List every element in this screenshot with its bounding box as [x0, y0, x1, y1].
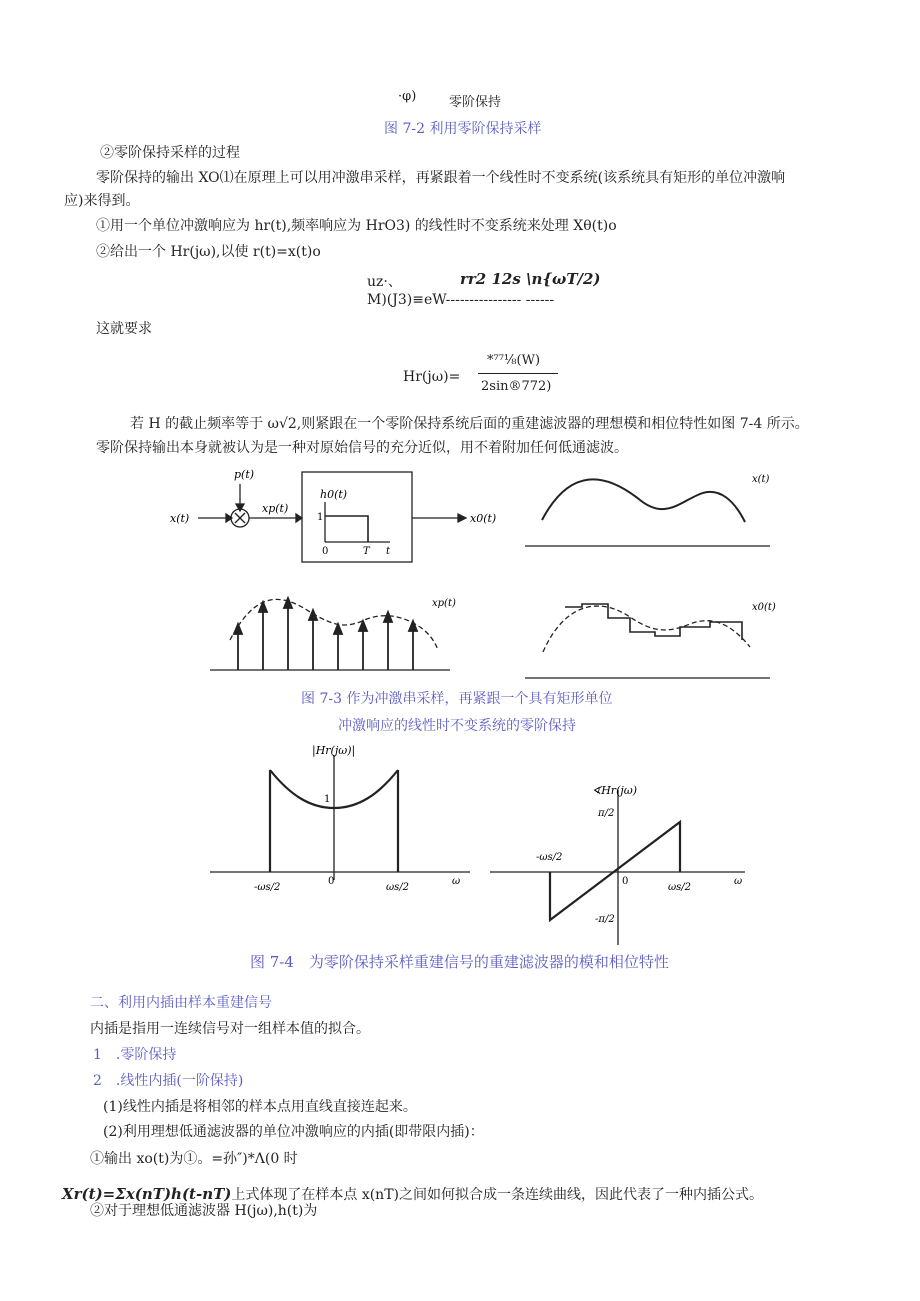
label-p: p(t)	[234, 468, 255, 481]
label-xp: xp(t)	[262, 502, 289, 515]
formula2-den: 2sin®772)	[481, 379, 552, 394]
mag-label: |Hr(jω)|	[312, 744, 356, 757]
mag-pos-ws2: ωs/2	[386, 882, 410, 893]
para2-line1: 若 H 的截止频率等于 ω√2,则紧跟在一个零阶保持系统后面的重建滤波器的理想模和相位特性如图 7-4 所示。	[130, 416, 809, 432]
phase-curve	[550, 822, 680, 920]
formula2-lhs: Hr(jω)=	[403, 369, 461, 385]
fig73-caption-line2: 冲激响应的线性时不变系统的零阶保持	[338, 718, 576, 734]
fig73-diagram	[160, 462, 780, 692]
mag-neg-ws2: -ωs/2	[254, 882, 281, 893]
item2-linear: 2 .线性内插(一阶保持)	[93, 1073, 244, 1089]
formula1-bottom: M)(J3)≡eW---------------- ------	[367, 292, 555, 308]
formula2-num: *⁷⁷⅛(W)	[487, 353, 541, 368]
zoh-staircase	[565, 604, 742, 640]
label-one: 1	[317, 512, 324, 523]
para2-line2: 零阶保持输出本身就被认为是一种对原始信号的充分近似，用不着附加任何低通滤波。	[96, 440, 628, 456]
requires-text: 这就要求	[96, 321, 152, 337]
label-x0-plot: x0(t)	[752, 602, 776, 613]
label-x: x(t)	[170, 512, 190, 525]
label-x0: x0(t)	[470, 512, 497, 525]
fig72-top-label: ·φ)	[398, 89, 417, 104]
phase-pi2: π/2	[598, 808, 615, 819]
fig74-caption: 图 7-4 为零阶保持采样重建信号的重建滤波器的模和相位特性	[250, 953, 669, 971]
step2: ②给出一个 Hr(jω),以使 r(t)=x(t)o	[96, 244, 321, 260]
fig73-caption-line1: 图 7-3 作为冲激串采样，再紧跟一个具有矩形单位	[301, 691, 613, 707]
label-zero: 0	[322, 546, 329, 557]
phase-omega: ω	[734, 876, 743, 887]
phase-zero: 0	[622, 876, 629, 887]
formula1-top: uz·、	[367, 274, 402, 290]
output-line: ①输出 xo(t)为①。=孙″)*Λ(0 时	[90, 1151, 298, 1167]
fig72-caption: 图 7-2 利用零阶保持采样	[384, 121, 542, 137]
fig72-top-text: 零阶保持	[449, 95, 502, 110]
impulse-train	[234, 598, 417, 670]
phase-label: ∢Hr(jω)	[592, 784, 638, 797]
label-h0: h0(t)	[320, 488, 348, 501]
h0-rectangle	[325, 516, 368, 542]
section2-heading: 二、利用内插由样本重建信号	[90, 995, 272, 1011]
label-T: T	[363, 546, 370, 557]
formula3-text: 上式体现了在样本点 x(nT)之间如何拟合成一条连续曲线，因此代表了一种内插公式。	[231, 1187, 763, 1203]
phase-neg-pi2: -π/2	[595, 914, 615, 925]
ideal-lpf: ②对于理想低通滤波器 H(jω),h(t)为	[90, 1203, 318, 1219]
mag-one: 1	[324, 794, 331, 805]
signal-curve	[542, 479, 745, 522]
section-zoh-process: ②零阶保持采样的过程	[100, 145, 240, 161]
mag-omega: ω	[452, 876, 461, 887]
formula3-bold: Xr(t)=Σx(nT)h(t-nT)	[62, 1185, 232, 1203]
formula1-top-bold: rr2 12s \n{ωT/2)	[460, 270, 601, 288]
label-t: t	[386, 546, 391, 557]
label-xt-right: x(t)	[752, 474, 770, 485]
formula2-fraction-bar	[478, 373, 558, 374]
interp-def: 内插是指用一连续信号对一组样本值的拟合。	[90, 1021, 370, 1037]
para1-line1: 零阶保持的输出 XO⑴在原理上可以用冲激串采样，再紧跟着一个线性时不变系统(该系统具有矩形的单位冲激响	[96, 170, 786, 186]
label-xp-plot: xp(t)	[432, 598, 456, 609]
sub1: (1)线性内插是将相邻的样本点用直线直接连起来。	[103, 1099, 417, 1115]
phase-pos-ws2: ωs/2	[668, 882, 692, 893]
mag-zero: 0	[328, 876, 335, 887]
sub2: (2)利用理想低通滤波器的单位冲激响应的内插(即带限内插)：	[103, 1124, 484, 1140]
phase-neg-ws2: -ωs/2	[536, 852, 563, 863]
fig74-diagram	[200, 740, 760, 950]
step1: ①用一个单位冲激响应为 hr(t),频率响应为 HrO3) 的线性时不变系统来处理 Xθ(t)o	[96, 218, 617, 234]
para1-line2: 应)来得到。	[64, 193, 140, 209]
item1-zoh: 1 .零阶保持	[93, 1047, 177, 1063]
